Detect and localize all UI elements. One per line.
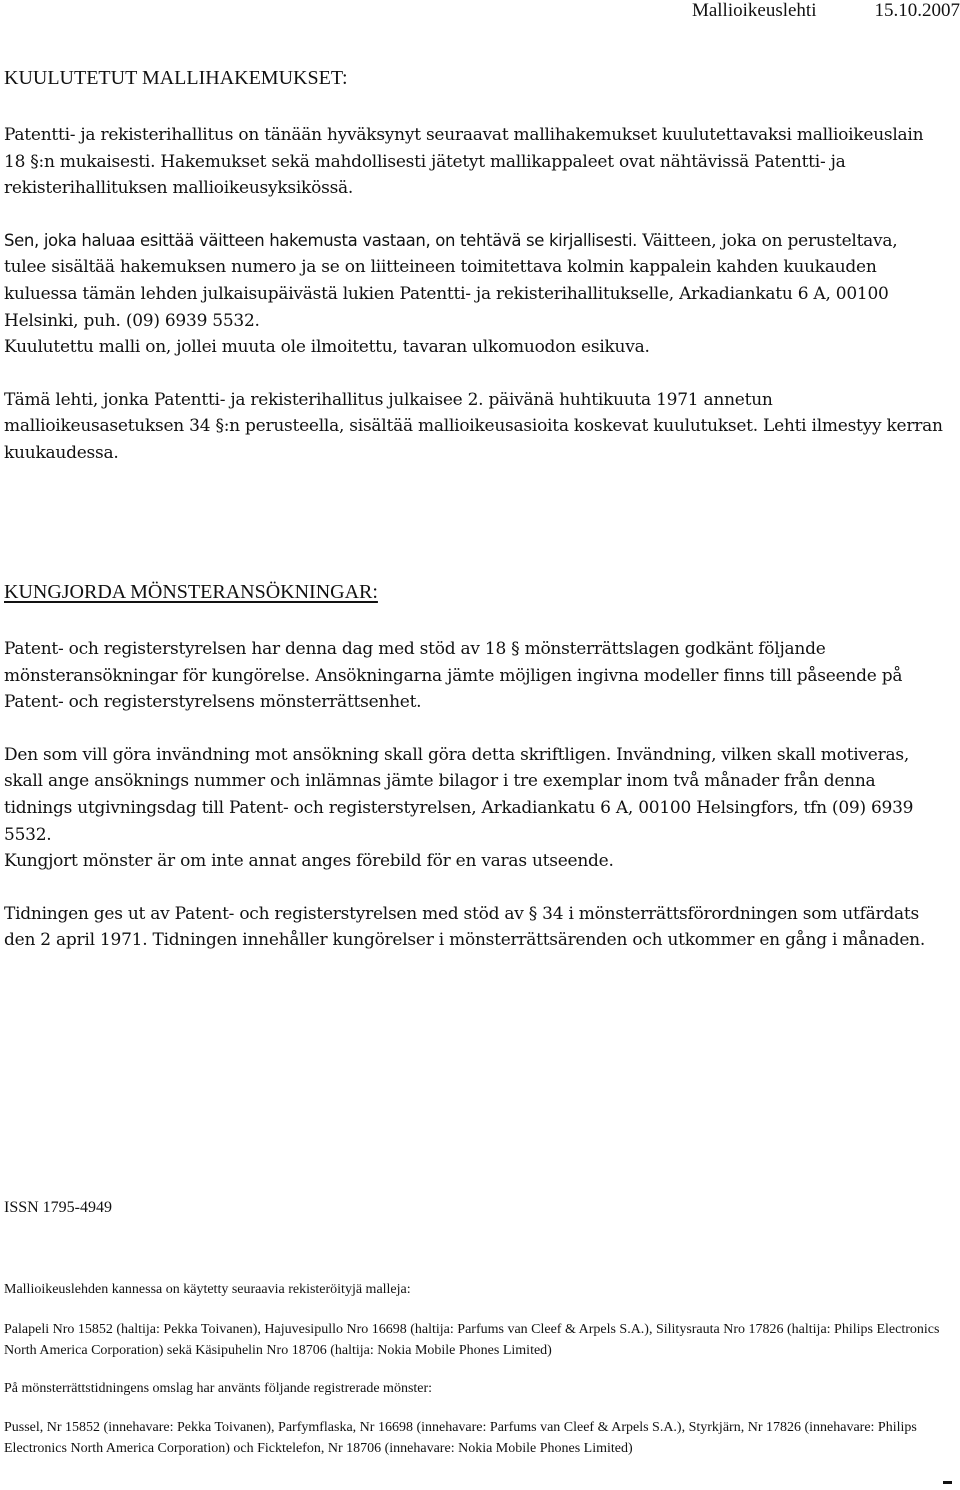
swedish-paragraph-4: Tidningen ges ut av Patent- och registerstyrelsen med stöd av § 34 i mönsterrättsförordningen som utfärdats den 2 april 1971. Tidningen innehåller kungörelser i mönsterrättsärenden och utkommer en gång i månaden. [4,903,925,951]
finnish-paragraph-2 [4,228,944,334]
finnish-section [4,66,944,467]
finnish-cover-text: Palapeli Nro 15852 (haltija: Pekka Toivanen), Hajuvesipullo Nro 16698 (haltija: Parfums van Cleef & Arpels S.A.), Silitysrauta Nro 17826 (haltija: Philips Electronics North America Corporation) sekä Käsipuhelin Nro 18706 (haltija: Nokia Mobile Phones Limited) [4,1322,940,1358]
issn-number: ISSN 1795-4949 [4,1199,113,1216]
swedish-section [4,580,944,954]
finnish-paragraph-4: Tämä lehti, jonka Patentti- ja rekisterihallitus julkaisee 2. päivänä huhtikuuta 1971 annetun mallioikeusasetuksen 34 §:n perusteella, sisältää mallioikeusasioita koskevat kuulutukset. Lehti ilmestyy kerran kuukaudessa. [4,389,943,463]
cover-info-section [4,1279,944,1459]
swedish-paragraph-2: Den som vill göra invändning mot ansökning skall göra detta skriftligen. Invändning, vilken skall motiveras, skall ange ansöknings nummer och inlämnas jämte bilagor i tre exemplar inom två månader från denna tidnings utgivningsdag till Patent- och registerstyrelsen, Arkadiankatu 6 A, 00100 Helsingfors, tfn (09) 6939 5532. [4,744,914,845]
finnish-cover-title: Mallioikeuslehden kannessa on käytetty seuraavia rekisteröityjä malleja: [4,1282,411,1297]
swedish-paragraph-1: Patent- och registerstyrelsen har denna dag med stöd av 18 § mönsterrättslagen godkänt följande mönsteransökningar för kungörelse. Ansökningarna jämte möjligen ingivna modeller finns till påseende på Patent- och registerstyrelsens mönsterrättsenhet. [4,639,903,713]
publication-date: 15.10.2007 [874,0,960,21]
swedish-cover-title: På mönsterrättstidningens omslag har använts följande registrerade mönster: [4,1381,433,1396]
finnish-objection-intro: Sen, joka haluaa esittää väitteen hakemusta vastaan, on tehtävä se kirjallisesti. [4,230,638,250]
finnish-paragraph-3: Kuulutettu malli on, jollei muuta ole ilmoitettu, tavaran ulkomuodon esikuva. [4,337,650,358]
finnish-heading: KUULUTETUT MALLIHAKEMUKSET: [4,67,348,89]
finnish-objection-details: Väitteen, joka on perusteltava, tulee sisältää hakemuksen numero ja se on liitteineen toimitettava kolmin kappalein kahden kuukauden kuluessa tämän lehden julkaisupäivästä lukien Patentti- ja rekisterihallitukselle, Arkadiankatu 6 A, 00100 Helsinki, puh. (09) 6939 5532. [4,230,898,331]
page-header [692,0,960,22]
swedish-paragraph-3: Kungjort mönster är om inte annat anges förebild för en varas utseende. [4,851,614,872]
swedish-cover-text: Pussel, Nr 15852 (innehavare: Pekka Toivanen), Parfymflaska, Nr 16698 (innehavare: Parfums van Cleef & Arpels S.A.), Styrkjärn, Nr 17826 (innehavare: Philips Electronics North America Corporation) och Ficktelefon, Nr 18706 (innehavare: Nokia Mobile Phones Limited) [4,1420,917,1456]
finnish-paragraph-1: Patentti- ja rekisterihallitus on tänään hyväksynyt seuraavat mallihakemukset kuulutettavaksi mallioikeuslain 18 §:n mukaisesti. Hakemukset sekä mahdollisesti jätetyt mallikappaleet ovat nähtävissä Patentti- ja rekisterihallituksen mallioikeusyksikössä. [4,125,924,199]
corner-mark [943,1481,952,1484]
publication-name: Mallioikeuslehti [691,0,817,21]
swedish-heading: KUNGJORDA MÖNSTERANSÖKNINGAR: [4,581,378,603]
